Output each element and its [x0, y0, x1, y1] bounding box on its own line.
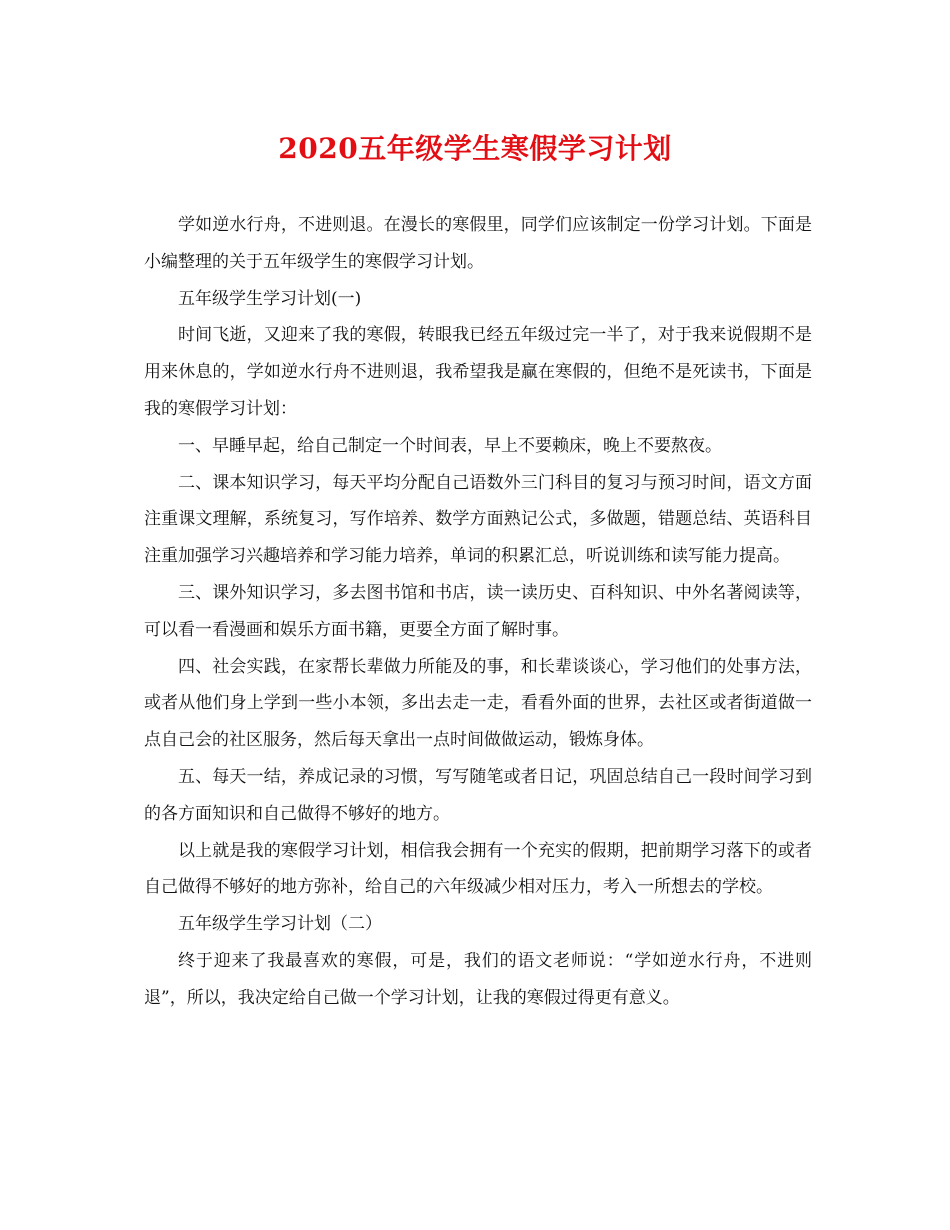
document-body: [144, 207, 812, 1017]
list-item-2: 二、课本知识学习，每天平均分配自己语数外三门科目的复习与预习时间，语文方面注重课文理解，系统复习，写作培养、数学方面熟记公式，多做题，错题总结、英语科目注重加强学习兴趣培养和学习能力培养，单词的积累汇总，听说训练和读写能力提高。: [144, 472, 812, 567]
intro-paragraph: 学如逆水行舟，不进则退。在漫长的寒假里，同学们应该制定一份学习计划。下面是小编整理的关于五年级学生的寒假学习计划。: [144, 215, 812, 272]
list-item-1: 一、早睡早起，给自己制定一个时间表，早上不要赖床，晚上不要熬夜。: [178, 435, 722, 456]
list-item-5: 五、每天一结，养成记录的习惯，写写随笔或者日记，巩固总结自己一段时间学习到的各方面知识和自己做得不够好的地方。: [144, 766, 812, 824]
section-heading-plan-2: 五年级学生学习计划（二）: [178, 914, 382, 935]
list-item-4: 四、社会实践，在家帮长辈做力所能及的事，和长辈谈谈心，学习他们的处事方法，或者从他们身上学到一些小本领，多出去走一走，看看外面的世界，去社区或者街道做一点自己会的社区服务，然后每天拿出一点时间做做运动，锻炼身体。: [144, 656, 812, 751]
list-item-3: 三、课外知识学习，多去图书馆和书店，读一读历史、百科知识、中外名著阅读等，可以看一看漫画和娱乐方面书籍，更要全方面了解时事。: [144, 582, 812, 640]
body-paragraph: 终于迎来了我最喜欢的寒假，可是，我们的语文老师说：“学如逆水行舟，不进则退”，所以，我决定给自己做一个学习计划，让我的寒假过得更有意义。: [144, 950, 812, 1008]
conclusion-paragraph: 以上就是我的寒假学习计划，相信我会拥有一个充实的假期，把前期学习落下的或者自己做得不够好的地方弥补，给自己的六年级减少相对压力，考入一所想去的学校。: [144, 840, 812, 898]
body-paragraph: 时间飞逝，又迎来了我的寒假，转眼我已经五年级过完一半了，对于我来说假期不是用来休息的，学如逆水行舟不进则退，我希望我是赢在寒假的，但绝不是死读书，下面是我的寒假学习计划：: [144, 325, 812, 419]
document-title: 2020五年级学生寒假学习计划: [278, 132, 672, 165]
section-heading-plan-1: 五年级学生学习计划(一): [178, 288, 362, 309]
